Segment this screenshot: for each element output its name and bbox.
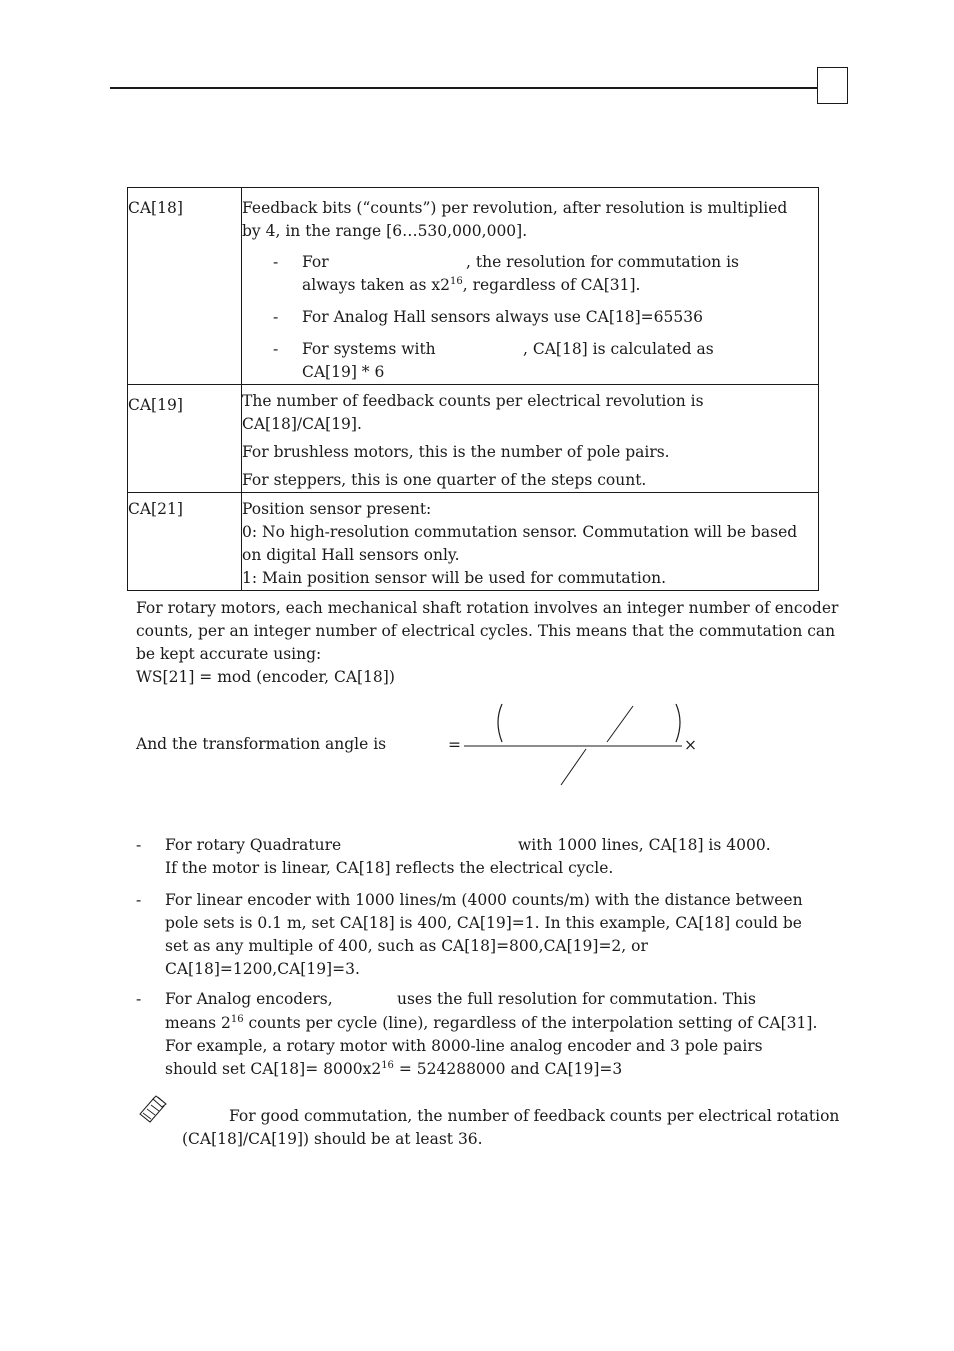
paragraph-line: counts, per an integer number of electrical cycles. This means that the commutation can — [136, 622, 836, 640]
description-line: The number of feedback counts per electrical revolution is — [242, 392, 704, 410]
param-cell: CA[18] — [128, 188, 242, 385]
description-line: For steppers, this is one quarter of the steps count. — [242, 471, 647, 489]
list-text: means 2 — [165, 1014, 231, 1032]
list-text: For linear encoder with 1000 lines/m (4000 counts/m) with the distance between — [165, 891, 803, 909]
superscript: 16 — [230, 1014, 244, 1025]
list-text: For — [302, 253, 329, 271]
body-paragraph — [136, 597, 838, 689]
list-text: should set CA[18]= 8000x2 — [165, 1060, 382, 1078]
param-cell: CA[19] — [128, 385, 242, 493]
list-text: , CA[18] is calculated as — [523, 340, 714, 358]
list-text: For systems with — [302, 340, 436, 358]
left-paren — [498, 704, 502, 742]
table-row — [128, 188, 819, 385]
description-line: Position sensor present: — [242, 500, 432, 518]
fraction-diagram — [460, 700, 690, 790]
list-text: uses the full resolution for commutation. This — [397, 990, 756, 1008]
table-row — [128, 385, 819, 493]
list-text: CA[19] * 6 — [302, 363, 385, 381]
list-dash: - — [273, 253, 279, 271]
equals-sign: = — [448, 736, 461, 754]
list-text: always taken as x2 — [302, 276, 451, 294]
list-text: , the resolution for commutation is — [466, 253, 740, 271]
note-pencil-icon — [138, 1094, 168, 1124]
note-text-line: For good commutation, the number of feedback counts per electrical rotation — [229, 1107, 840, 1125]
list-dash: - — [136, 836, 142, 854]
list-dash: - — [136, 891, 142, 909]
superscript: 16 — [450, 276, 463, 287]
description-cell — [242, 188, 819, 385]
slash-line — [607, 706, 633, 742]
list-dash: - — [273, 340, 279, 358]
list-item — [136, 988, 818, 1081]
angle-label: And the transformation angle is — [136, 735, 387, 753]
note-text-line: (CA[18]/CA[19]) should be at least 36. — [182, 1130, 483, 1148]
param-cell: CA[21] — [128, 493, 242, 591]
list-item — [242, 251, 818, 297]
description-line: CA[18]/CA[19]. — [242, 415, 362, 433]
list-text: CA[18]=1200,CA[19]=3. — [165, 960, 360, 978]
description-line: on digital Hall sensors only. — [242, 546, 460, 564]
list-text: If the motor is linear, CA[18] reflects the electrical cycle. — [165, 859, 614, 877]
description-line: 0: No high-resolution commutation sensor. Commutation will be based — [242, 523, 798, 541]
list-item — [136, 834, 796, 880]
bullet-list — [136, 834, 818, 1081]
list-item — [242, 306, 818, 329]
header-rule — [110, 87, 818, 89]
description-line: For brushless motors, this is the number of pole pairs. — [242, 443, 670, 461]
description-line: 1: Main position sensor will be used for commutation. — [242, 569, 667, 587]
list-text: set as any multiple of 400, such as CA[18]=800,CA[19]=2, or — [165, 937, 648, 955]
paragraph-line: be kept accurate using: — [136, 645, 322, 663]
description-line: Feedback bits (“counts”) per revolution, after resolution is multiplied — [242, 199, 788, 217]
list-text: , regardless of CA[31]. — [462, 276, 641, 294]
list-text: = 524288000 and CA[19]=3 — [393, 1060, 623, 1078]
list-text: pole sets is 0.1 m, set CA[18] is 400, CA[19]=1. In this example, CA[18] could be — [165, 914, 802, 932]
list-text: For rotary Quadrature — [165, 836, 342, 854]
list-dash: - — [136, 990, 142, 1008]
list-dash: - — [273, 308, 279, 326]
superscript: 16 — [381, 1060, 394, 1071]
list-text: For example, a rotary motor with 8000-line analog encoder and 3 pole pairs — [165, 1037, 763, 1055]
right-paren — [676, 704, 680, 742]
page-number-box — [817, 67, 848, 104]
list-text: with 1000 lines, CA[18] is 4000. — [518, 836, 771, 854]
table-row — [128, 493, 819, 591]
list-text: For Analog encoders, — [165, 990, 333, 1008]
description-line: by 4, in the range [6…530,000,000]. — [242, 222, 528, 240]
list-item — [136, 889, 803, 981]
paragraph-line: For rotary motors, each mechanical shaft rotation involves an integer number of encoder — [136, 599, 839, 617]
list-text: counts per cycle (line), regardless of the interpolation setting of CA[31]. — [243, 1014, 818, 1032]
parameter-table — [127, 187, 819, 591]
list-item — [242, 338, 818, 384]
times-sign: × — [684, 736, 697, 754]
formula-line: WS[21] = mod (encoder, CA[18]) — [136, 668, 395, 686]
list-text: For Analog Hall sensors always use CA[18]=65536 — [302, 308, 703, 326]
description-cell — [242, 493, 819, 591]
slash-line — [561, 749, 586, 785]
description-cell — [242, 385, 819, 493]
